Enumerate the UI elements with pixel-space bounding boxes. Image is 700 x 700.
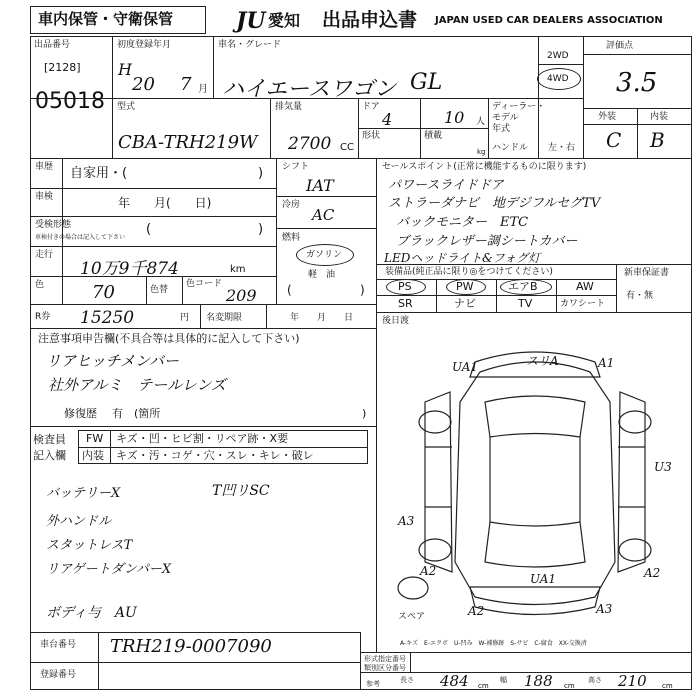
repair-close: ) — [362, 407, 367, 420]
displacement-label: 排気量 — [275, 102, 303, 112]
shape-label: 形状 — [362, 131, 381, 141]
km-unit: km — [230, 264, 246, 275]
association-name: JAPAN USED CAR DEALERS ASSOCIATION — [435, 15, 663, 26]
chassis-label: 車台番号 — [40, 640, 77, 650]
width-cm: cm — [564, 682, 575, 690]
inspector-note-2: T凹リSC — [212, 483, 270, 499]
spec-number-label: 形式指定番号 — [364, 655, 406, 663]
year-label: 年式 — [492, 124, 511, 134]
drive-4wd: 4WD — [547, 74, 569, 84]
mileage-value: 10万9千874 — [80, 259, 179, 279]
car-name: ハイエースワゴン — [222, 77, 397, 102]
recycle-open: ( — [146, 222, 152, 237]
length-label: 長さ — [400, 676, 414, 684]
dealer-label: ディーラー・ — [492, 102, 546, 112]
ju-logo-icon: JU — [236, 8, 266, 34]
ac-value: AC — [312, 206, 335, 224]
warranty-value: 有・無 — [626, 291, 654, 301]
org-name: 愛知 — [268, 11, 301, 30]
damage-mark-a3-right: A3 — [596, 602, 613, 616]
damage-mark-ua1-rear: UA1 — [530, 572, 557, 586]
inspector-sub-label: 記入欄 — [33, 449, 66, 462]
first-reg-year: 20 — [132, 74, 155, 95]
inspector-note-1: バッテリーX — [46, 486, 121, 501]
damage-mark-a2-left: A2 — [420, 564, 437, 578]
damage-legend: A-キズ E-エクボ U-凹み W-補修跡 S-サビ C-腐食 XX-交換済 — [400, 640, 587, 647]
later-delivery-label: 後日渡 — [382, 316, 410, 326]
repair-value: 有 (箇所 — [112, 407, 161, 420]
first-reg-label: 初度登録年月 — [117, 40, 172, 50]
fuel-label: 燃料 — [282, 233, 301, 243]
first-reg-month: 7 — [180, 74, 192, 95]
color-code-label: 色コード — [186, 279, 223, 289]
registration-label: 登録番号 — [40, 670, 77, 680]
height-cm: cm — [662, 682, 673, 690]
notes-line-2: 社外アルミ テールレンズ — [48, 376, 226, 394]
interior-label: 内装 — [650, 112, 669, 122]
fuel-gas: ガソリン — [306, 250, 343, 260]
door-label: ドア — [362, 102, 380, 112]
name-change-date: 年 月 日 — [290, 313, 354, 323]
notes-label: 注意事項申告欄(不具合等は具体的に記入して下さい) — [38, 332, 300, 345]
r-ticket-value: 15250 — [80, 308, 135, 328]
notes-line-1: リアヒッチメンバー — [46, 352, 179, 370]
model-code: CBA-TRH219W — [118, 132, 258, 153]
handle-options: 左・右 — [548, 143, 576, 153]
sales-point-2: ストラーダナビ 地デジフルセグTV — [388, 196, 601, 211]
kg-unit: kg — [477, 148, 486, 156]
equip-sr: SR — [398, 297, 413, 310]
inspector-note-6: ボディ与 AU — [46, 605, 137, 621]
sales-point-5: LEDヘッドライト&フォグ灯 — [384, 251, 541, 265]
shift-value: IAT — [306, 176, 334, 195]
displacement: 2700 — [288, 134, 332, 154]
color-label: 色 — [35, 280, 45, 290]
damage-mark-a2-bottom: A2 — [468, 604, 485, 618]
recycle-sub: 車検付きの場合は記入して下さい — [35, 234, 126, 241]
fw-label: FW — [86, 432, 104, 445]
first-reg-era: H — [118, 60, 132, 79]
doors: 4 — [382, 110, 393, 129]
inspector-note-3: 外ハンドル — [46, 514, 112, 529]
car-diagram — [380, 332, 690, 632]
model-year-label: モデル — [492, 113, 519, 123]
handle-label: ハンドル — [492, 143, 529, 153]
car-name-label: 車名・グレード — [218, 40, 282, 50]
width-value: 188 — [524, 672, 553, 690]
fuel-open: ( — [287, 283, 292, 297]
color-value: 70 — [92, 282, 115, 303]
repair-label: 修復歴 — [64, 407, 97, 420]
damage-mark-a1: A1 — [598, 356, 615, 370]
warranty-label: 新車保証書 — [624, 268, 670, 278]
lot-number-label: 出品番号 — [34, 40, 71, 50]
exterior-grade: C — [606, 128, 622, 152]
recycle-label: 受検形態 — [35, 220, 72, 230]
inspector-note-4: スタットレスT — [46, 538, 133, 553]
eval-label: 評価点 — [606, 41, 634, 51]
sales-point-1: パワースライドドア — [388, 178, 504, 193]
damage-mark-a2-right: A2 — [644, 566, 661, 580]
history-label: 車歴 — [35, 162, 54, 172]
damage-mark-ua1-top: UA1 — [452, 360, 479, 374]
equip-aw: AW — [576, 280, 594, 293]
fuel-diesel: 軽 油 — [308, 270, 336, 280]
mileage-label: 走行 — [35, 250, 54, 260]
form-title: 出品申込書 — [322, 9, 418, 31]
length-value: 484 — [440, 672, 469, 690]
history-value: 自家用・( — [70, 166, 128, 181]
equipment-label: 装備品(純正品に限り◎をつけてください) — [385, 267, 553, 277]
exterior-label: 外装 — [598, 112, 617, 122]
sales-points-label: セールスポイント(正常に機能するものに限ります) — [382, 162, 587, 172]
recycle-close: ) — [258, 222, 264, 237]
yen-unit: 円 — [180, 313, 190, 323]
drive-2wd: 2WD — [547, 51, 569, 61]
fw-items: キズ・凹・ヒビ割・リペア跡・X要 — [116, 432, 289, 445]
ref-label: 参考 — [366, 680, 380, 688]
equip-ps: PS — [398, 280, 412, 293]
capacity-label: 積載 — [424, 131, 443, 141]
interior-items: キズ・汚・コゲ・穴・スレ・キレ・破レ — [116, 449, 314, 462]
color-replace-label: 色替 — [150, 285, 169, 295]
month-unit: 月 — [198, 84, 208, 95]
height-label: 高さ — [588, 676, 602, 684]
car-grade: GL — [410, 70, 443, 95]
eval-score: 3.5 — [616, 68, 658, 98]
height-value: 210 — [618, 672, 647, 690]
history-close: ) — [258, 166, 264, 181]
capacity: 10 — [444, 108, 465, 127]
interior-check-label: 内装 — [82, 449, 104, 462]
damage-mark-u3: U3 — [654, 460, 672, 474]
chassis-value: TRH219-0007090 — [110, 636, 272, 657]
shift-label: シフト — [282, 162, 310, 172]
lot-number: 05018 — [35, 89, 105, 114]
inspector-label: 検査員 — [33, 433, 66, 446]
color-code: 209 — [226, 286, 257, 305]
fuel-close: ) — [360, 283, 365, 297]
inspection-label: 車検 — [35, 192, 54, 202]
equip-seat: カワシート — [560, 299, 606, 309]
sales-point-4: ブラックレザー調シートカバー — [396, 234, 578, 249]
inspection-value: 年 月( 日) — [118, 196, 212, 210]
ac-label: 冷房 — [282, 200, 301, 210]
lot-bracket: [2128] — [44, 61, 81, 74]
width-label: 幅 — [500, 676, 507, 684]
equip-pw: PW — [456, 280, 474, 293]
model-label: 型式 — [117, 102, 136, 112]
spare-label: スペア — [398, 612, 426, 622]
cc-unit: CC — [340, 142, 354, 153]
capacity-unit: 人 — [476, 117, 486, 127]
storage-title: 車内保管・守衛保管 — [38, 10, 174, 28]
damage-mark-suria: スリA — [526, 354, 559, 368]
r-ticket-label: R券 — [35, 312, 51, 322]
length-cm: cm — [478, 682, 489, 690]
name-change-label: 名変期限 — [206, 313, 243, 323]
damage-mark-a3-left: A3 — [398, 514, 415, 528]
equip-tv: TV — [518, 297, 533, 310]
inspector-note-5: リアゲートダンパーX — [46, 562, 172, 577]
sales-point-3: バックモニター ETC — [396, 215, 529, 230]
class-number-label: 類別区分番号 — [364, 664, 406, 672]
interior-grade: B — [650, 128, 665, 152]
equip-airbag: エアB — [508, 280, 538, 293]
equip-navi: ナビ — [454, 297, 476, 310]
